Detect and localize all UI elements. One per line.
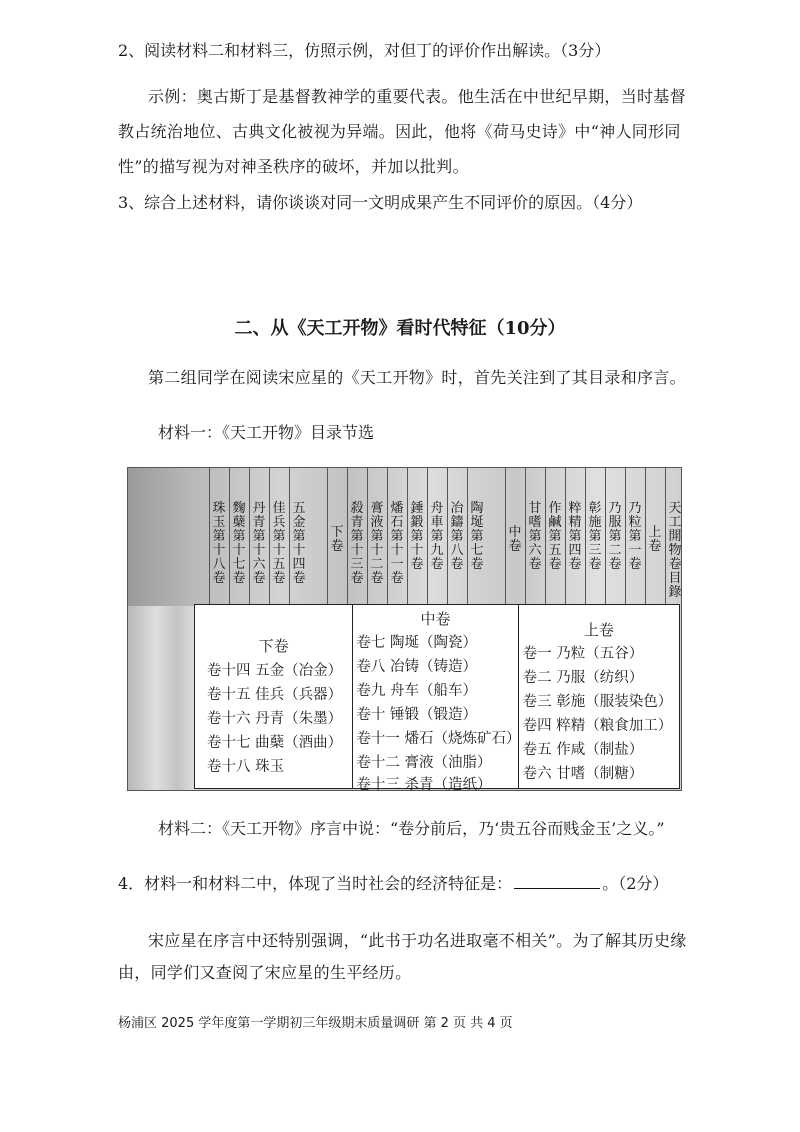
question-4-score: 。（2分） [602,874,669,893]
table-row: 卷一 乃粒（五谷） [522,646,644,662]
column-head-shang: 上卷 [583,621,614,639]
catalog-column-text: 甘嗜第六卷 [528,501,542,572]
column-head-xia: 下卷 [258,637,289,655]
example-line-3: 性”的描写视为对神圣秩序的破坏，并加以批判。 [118,157,469,176]
catalog-column-text: 天工開物卷目錄 [668,501,682,600]
catalog-column-rule [505,468,506,606]
catalog-column-text: 作鹹第五卷 [548,501,562,572]
catalog-column-text: 麴蘖第十七卷 [232,501,246,586]
catalog-column-rule [447,468,448,606]
catalog-column-text: 彰施第三卷 [588,501,602,572]
table-row: 卷十三 杀青（造纸） [356,777,492,793]
catalog-column-rule [625,468,626,606]
table-row: 卷十四 五金（冶金） [207,663,343,679]
table-row: 卷十七 曲蘖（酒曲） [207,735,343,751]
table-row: 卷十一 燔石（烧炼矿石） [356,731,521,747]
table-row: 卷四 粹精（粮食加工） [522,718,673,734]
table-column-zhong [352,605,521,793]
table-row: 卷九 舟车（船车） [356,683,477,699]
section-intro: 第二组同学在阅读宋应星的《天工开物》时，首先关注到了其目录和序言。 [148,368,686,387]
catalog-column-rule [665,468,666,606]
catalog-column-text: 殺青第十三卷 [350,501,364,586]
table-column-shang [518,605,679,788]
catalog-column-text: 乃服第二卷 [608,501,622,572]
catalog-column-text: 下卷 [330,525,344,554]
catalog-column-rule [565,468,566,606]
column-head-zhong: 中卷 [420,610,451,628]
catalog-column-text: 上卷 [648,525,662,554]
catalog-column-rule [387,468,388,606]
example-line-1: 示例：奥古斯丁是基督教神学的重要代表。他生活在中世纪早期，当时基督 [148,87,686,106]
catalog-column-rule [347,468,348,606]
question-2: 2、阅读材料二和材料三，仿照示例，对但丁的评价作出解读。（3分） [118,41,611,60]
table-row: 卷十五 佳兵（兵器） [207,687,343,703]
table-row: 卷三 彰施（服装染色） [522,694,673,710]
question-4-text: 4．材料一和材料二中，体现了当时社会的经济特征是： [118,874,513,893]
catalog-column-rule [327,468,328,606]
catalog-column-text: 錘鍛第十卷 [410,501,424,572]
photo-page-edge [128,606,198,790]
catalog-column-rule [585,468,586,606]
section-title: 二、从《天工开物》看时代特征（10分） [234,318,566,339]
catalog-column-rule [407,468,408,606]
table-row: 卷二 乃服（纺织） [522,670,644,686]
page-footer: 杨浦区 2025 学年度第一学期初三年级期末质量调研 第 2 页 共 4 页 [118,1016,513,1031]
material-2: 材料二：《天工开物》序言中说：“卷分前后，乃‘贵五谷而贱金玉’之义。” [158,819,665,838]
table-row: 卷十二 膏液（油脂） [356,755,492,771]
catalog-column-rule [289,468,290,606]
catalog-column-text: 乃粒第一卷 [628,501,642,572]
catalog-column-rule [467,468,468,606]
catalog-column-text: 中卷 [508,525,522,554]
table-row: 卷六 甘嗜（制糖） [522,766,644,782]
catalog-column-text: 珠玉第十八卷 [212,501,226,586]
catalog-column-text: 佳兵第十五卷 [272,501,286,586]
example-line-2: 教占统治地位、古典文化被视为异端。因此，他将《荷马史诗》中“神人同形同 [118,122,681,141]
answer-blank[interactable] [514,872,600,889]
table-column-xia [195,605,352,788]
catalog-column-text: 舟車第九卷 [430,501,444,572]
catalog-column-text: 冶鑄第八卷 [450,501,464,572]
catalog-column-rule [525,468,526,606]
catalog-column-text: 粹精第四卷 [568,501,582,572]
catalog-column-rule [545,468,546,606]
catalog-column-text: 五金第十四卷 [292,501,306,586]
catalog-column-text: 燔石第十一卷 [390,501,404,586]
catalog-column-rule [269,468,270,606]
table-row: 卷七 陶埏（陶瓷） [356,635,477,651]
catalog-column-text: 丹青第十六卷 [252,501,266,586]
closing-line-1: 宋应星在序言中还特别强调，“此书于功名进取毫不相关”。为了解其历史缘 [148,931,687,950]
closing-line-2: 由，同学们又查阅了宋应星的生平经历。 [118,963,412,982]
catalog-column-text: 膏液第十二卷 [370,501,384,586]
catalog-column-rule [249,468,250,606]
table-row: 卷十八 珠玉 [207,759,285,775]
table-row: 卷五 作咸（制盐） [522,742,644,758]
catalog-column-rule [209,468,210,606]
catalog-column-rule [605,468,606,606]
question-4 [118,872,668,895]
catalog-table [194,604,680,793]
table-row: 卷十 锤锻（锻造） [356,707,477,723]
material-1-label: 材料一：《天工开物》目录节选 [158,423,375,442]
table-row: 卷八 冶铸（铸造） [356,659,477,675]
catalog-column-rule [427,468,428,606]
catalog-column-rule [645,468,646,606]
catalog-column-rule [229,468,230,606]
catalog-column-rule [367,468,368,606]
catalog-column-text: 陶埏第七卷 [470,501,484,572]
table-row: 卷十六 丹青（朱墨） [207,711,343,727]
question-3: 3、综合上述材料，请你谈谈对同一文明成果产生不同评价的原因。（4分） [118,193,643,212]
